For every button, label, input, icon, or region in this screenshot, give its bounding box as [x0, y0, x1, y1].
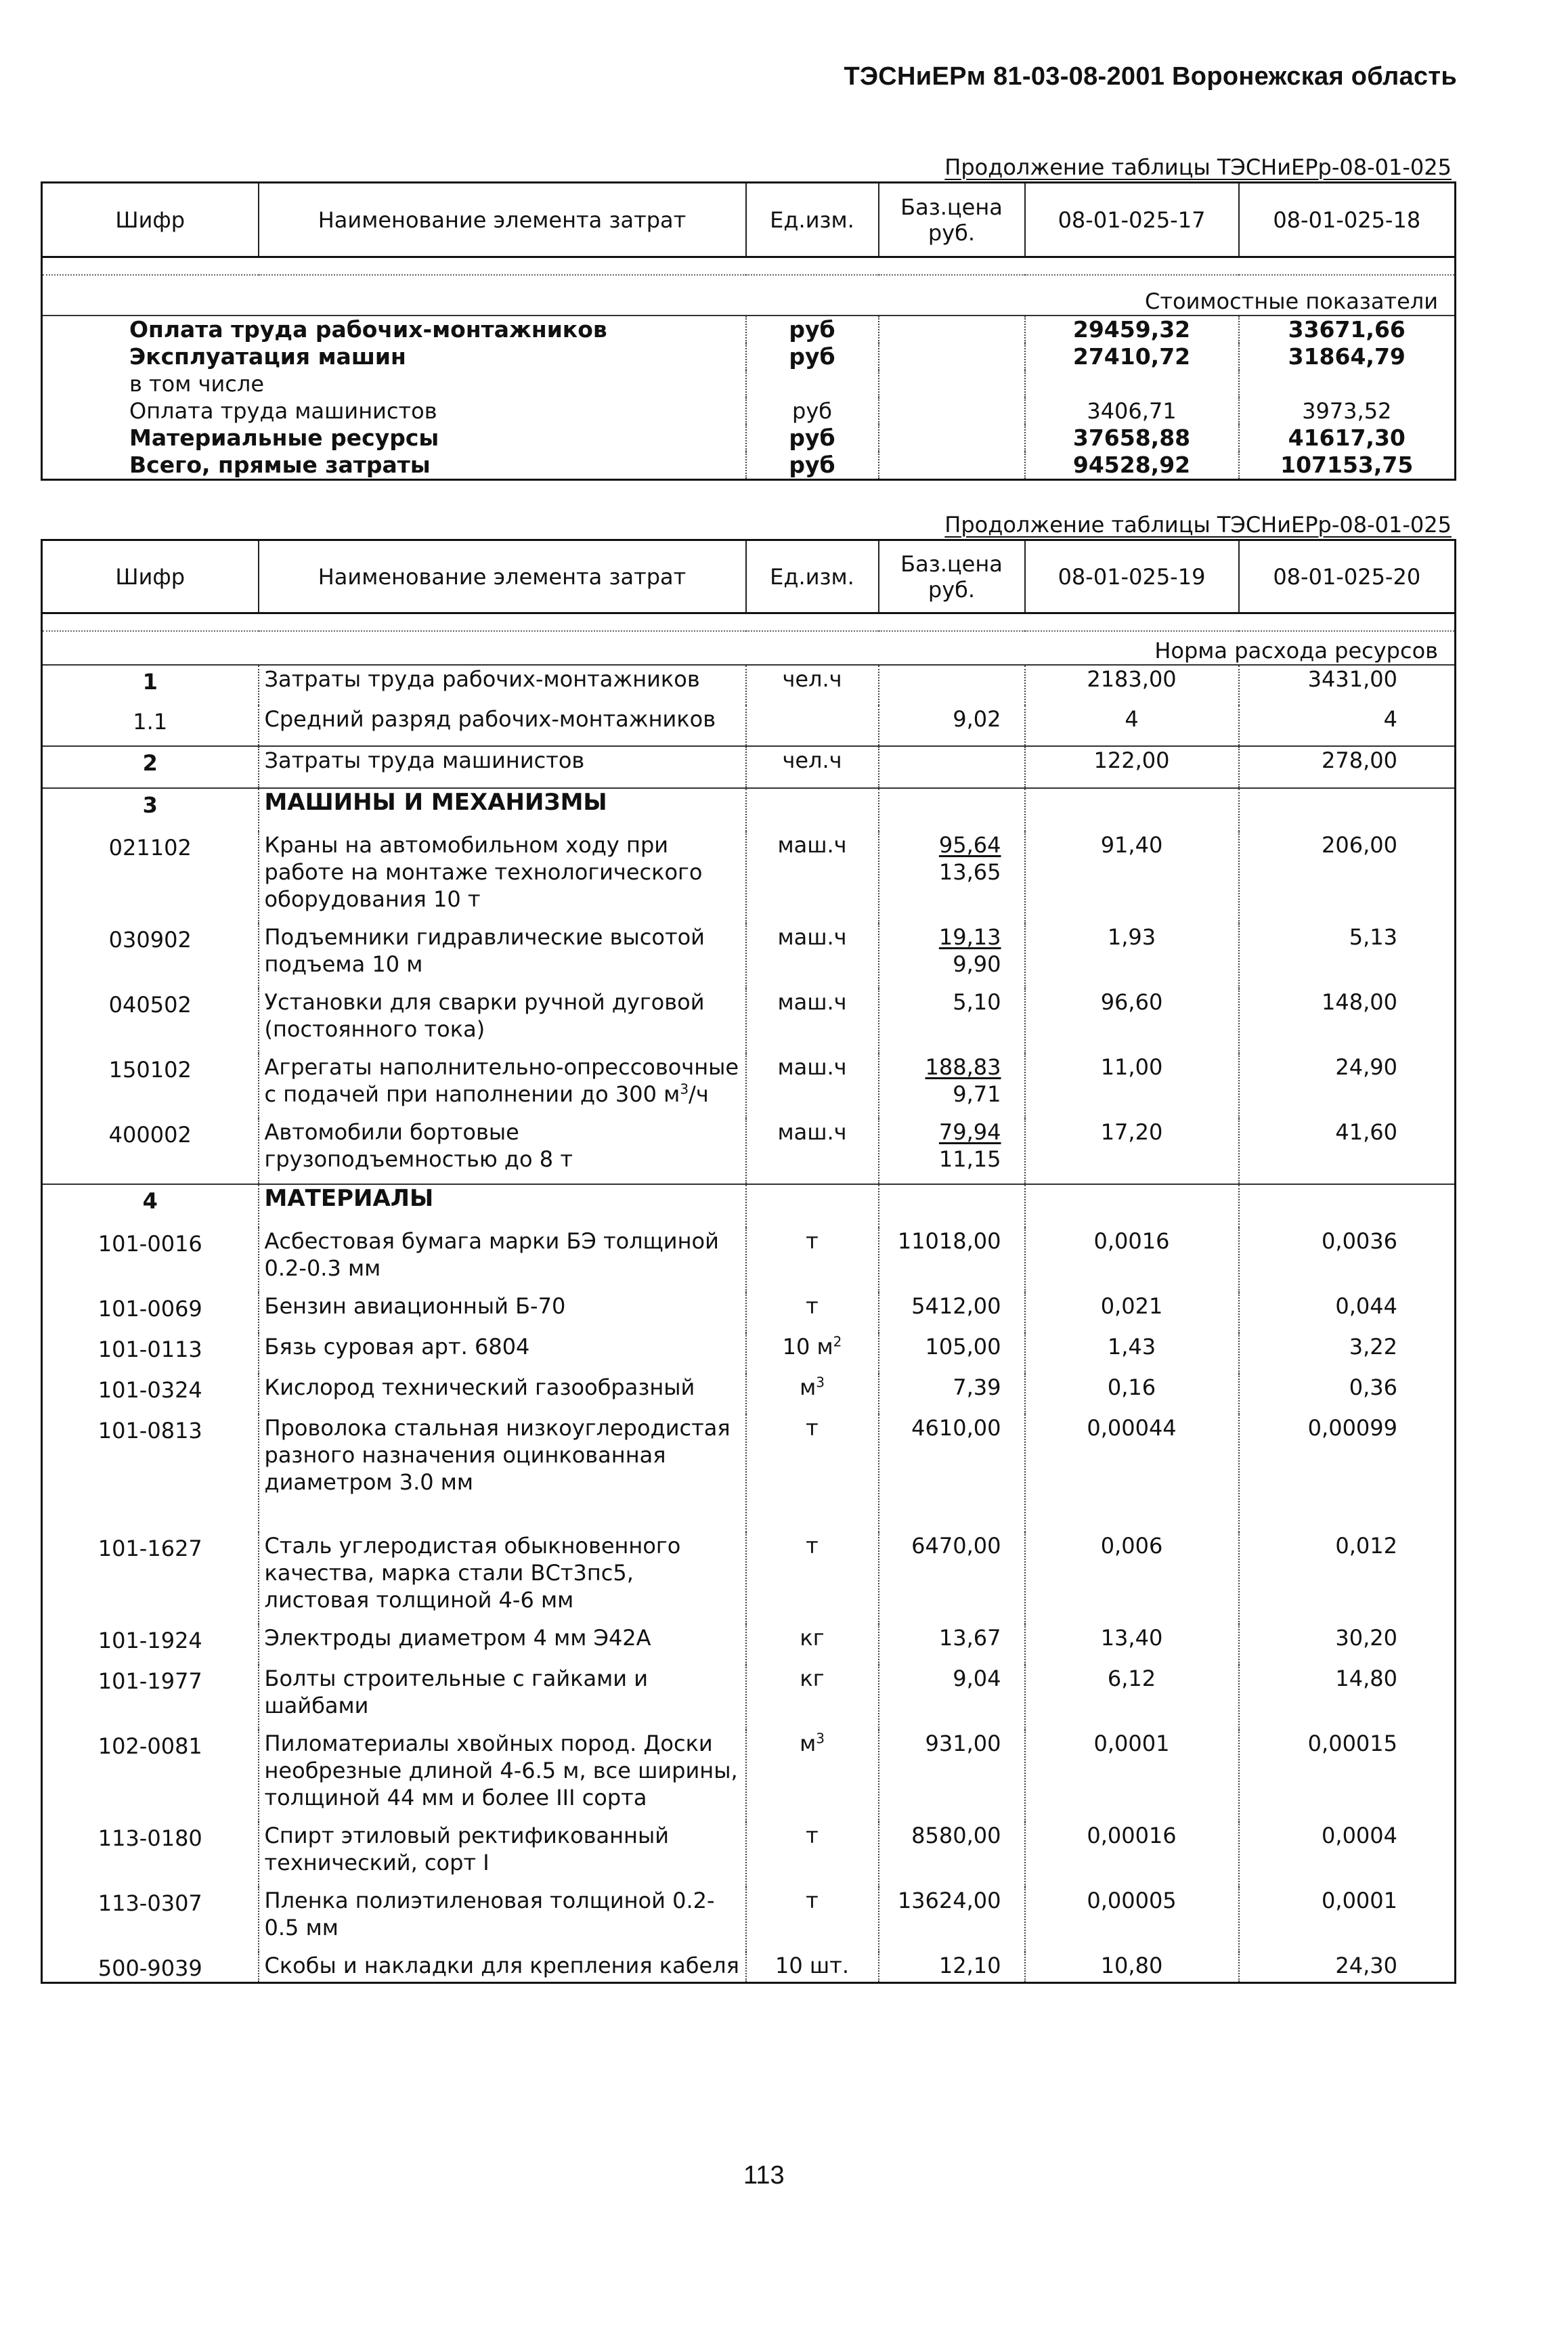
table-row: 021102 Краны на автомобильном ходу при работе на монтаже технологического оборудования 10 т маш.ч $\frac{95,64}{13,65}$ 91,40 206,00 [42, 831, 1456, 924]
page-number: 113 [743, 2161, 785, 2190]
table-row: 150102 Агрегаты наполнительно-опрессовочные с подачей при наполнении до 300 $м^3/ч$ маш.ч $\frac{188,83}{9,71}$ 11,00 24,90 [42, 1054, 1456, 1119]
table1-caption: Продолжение таблицы ТЭСНиЕРр-08-01-025 [944, 154, 1452, 180]
table-row: 101-1977 Болты строительные с гайками и шайбами кг 9,04 6,12 14,80 [42, 1665, 1456, 1730]
col-18-header: 08-01-025-18 [1239, 183, 1456, 257]
table-row: 101-0113 Бязь суровая арт. 6804 10 $м^2$ 105,00 1,43 3,22 [42, 1333, 1456, 1374]
table-row: 101-0016 Асбестовая бумага марки БЭ толщиной 0.2-0.3 мм т 11018,00 0,0016 0,0036 [42, 1228, 1456, 1293]
col-17-header: 08-01-025-17 [1025, 183, 1239, 257]
table-row: 2 Затраты труда машинистов чел.ч 122,00 278,00 [42, 746, 1456, 788]
table-row: 101-1924 Электроды диаметром 4 мм Э42А кг 13,67 13,40 30,20 [42, 1624, 1456, 1665]
col-unit-header: Ед.изм. [746, 183, 879, 257]
col-19-header: 08-01-025-19 [1025, 540, 1239, 613]
table-row: Материальные ресурсы руб 37658,88 41617,30 [42, 425, 1456, 452]
col-20-header: 08-01-025-20 [1239, 540, 1456, 613]
table-row: 1.1 Средний разряд рабочих-монтажников 9,02 4 4 [42, 706, 1456, 746]
table-row: 500-9039 Скобы и накладки для крепления кабеля 10 шт. 12,10 10,80 24,30 [42, 1952, 1456, 1983]
table-row: 113-0180 Спирт этиловый ректификованный технический, сорт I т 8580,00 0,00016 0,0004 [42, 1822, 1456, 1887]
col-code-header: Шифр [42, 183, 259, 257]
table-row: Оплата труда машинистов руб 3406,71 3973,52 [42, 397, 1456, 425]
col-price-header: Баз.цена руб. [879, 183, 1025, 257]
table2-caption: Продолжение таблицы ТЭСНиЕРр-08-01-025 [944, 512, 1452, 538]
section-header: 4 МАТЕРИАЛЫ [42, 1184, 1456, 1228]
band-label: Стоимостные показатели [42, 275, 1456, 316]
col-price-header: Баз.цена руб. [879, 540, 1025, 613]
table-row: 400002 Автомобили бортовые грузоподъемностью до 8 т маш.ч $\frac{79,94}{11,15}$ 17,20 41,60 [42, 1119, 1456, 1184]
table-row: 101-1627 Сталь углеродистая обыкновенного качества, марка стали ВСт3пс5, листовая толщиной 4-6 мм т 6470,00 0,006 0,012 [42, 1532, 1456, 1624]
table-row: 113-0307 Пленка полиэтиленовая толщиной 0.2-0.5 мм т 13624,00 0,00005 0,0001 [42, 1887, 1456, 1952]
table-row: 102-0081 Пиломатериалы хвойных пород. Доски необрезные длиной 4-6.5 м, все ширины, толщиной 44 мм и более III сорта $м^3$ 931,00 0,0001 0,00015 [42, 1730, 1456, 1822]
page-header: ТЭСНиЕРм 81-03-08-2001 Воронежская область [844, 62, 1457, 91]
col-name-header: Наименование элемента затрат [259, 183, 746, 257]
col-name-header: Наименование элемента затрат [259, 540, 746, 613]
table-row: 040502 Установки для сварки ручной дуговой (постоянного тока) маш.ч 5,10 96,60 148,00 [42, 989, 1456, 1054]
table-row: 030902 Подъемники гидравлические высотой подъема 10 м маш.ч $\frac{19,13}{9,90}$ 1,93 5,13 [42, 924, 1456, 989]
table-row: Эксплуатация машин руб 27410,72 31864,79 [42, 343, 1456, 370]
cost-indicators-table [41, 181, 1456, 481]
table-row: Оплата труда рабочих-монтажников руб 29459,32 33671,66 [42, 316, 1456, 343]
table-row: Всего, прямые затраты руб 94528,92 107153,75 [42, 452, 1456, 480]
table-row: 101-0324 Кислород технический газообразный $м^3$ 7,39 0,16 0,36 [42, 1374, 1456, 1414]
col-unit-header: Ед.изм. [746, 540, 879, 613]
col-code-header: Шифр [42, 540, 259, 613]
band-label: Норма расхода ресурсов [42, 631, 1456, 665]
table-row: 101-0069 Бензин авиационный Б-70 т 5412,00 0,021 0,044 [42, 1293, 1456, 1333]
table-row: в том числе [42, 370, 1456, 397]
section-header: 3 МАШИНЫ И МЕХАНИЗМЫ [42, 788, 1456, 831]
table-row: 101-0813 Проволока стальная низкоуглеродистая разного назначения оцинкованная диаметром 3.0 мм т 4610,00 0,00044 0,00099 [42, 1414, 1456, 1532]
table-row: 1 Затраты труда рабочих-монтажников чел.ч 2183,00 3431,00 [42, 665, 1456, 706]
resource-norms-table [41, 539, 1456, 1984]
